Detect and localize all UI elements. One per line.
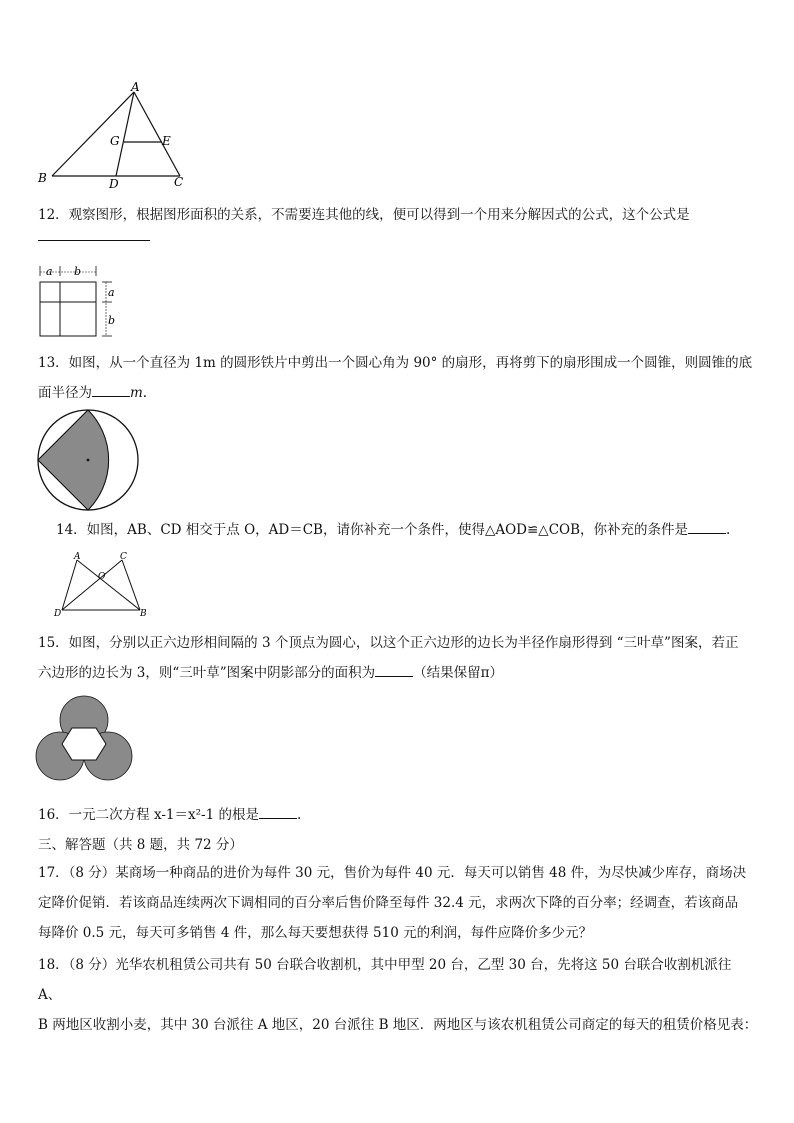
q13-line1: 13．如图，从一个直径为 1m 的圆形铁片中剪出一个圆心角为 90° 的扇形，再将剪下的扇形围成一个圆锥，则圆锥的底: [38, 355, 753, 371]
section-3-text: 三、解答题（共 8 题，共 72 分）: [38, 837, 243, 853]
q18-line1: 18．（8 分）光华农机租赁公司共有 50 台联合收割机，其中甲型 20 台，乙型 30 台，先将这 50 台联合收割机派往 A、: [38, 957, 732, 1003]
q16-pre: 16．一元二次方程 x-1＝x²-1 的根是: [38, 807, 259, 823]
cross-figure: [52, 550, 152, 620]
cross-O: O: [98, 572, 106, 582]
q13-answer-blank: [92, 382, 130, 397]
cross-A: A: [74, 552, 81, 562]
square-figure: [34, 264, 124, 340]
side-b: b: [108, 314, 116, 327]
cross-B: B: [140, 609, 147, 619]
question-18: [38, 950, 758, 1040]
cross-C: C: [120, 552, 127, 562]
q13-unit: m.: [130, 385, 148, 401]
clover-figure: [34, 694, 134, 786]
q15-line2-pre: 六边形的边长为 3，则“三叶草”图案中阴影部分的面积为: [38, 665, 376, 681]
label-E: E: [162, 134, 171, 148]
question-16: [38, 800, 758, 830]
q13-line2-pre: 面半径为: [38, 385, 92, 401]
q15-line2: [38, 658, 758, 688]
q15-line2-post: （结果保留π）: [413, 665, 504, 681]
top-a: a: [46, 265, 53, 278]
label-A: A: [131, 82, 140, 94]
q12-text: 12．观察图形，根据图形面积的关系，不需要连其他的线，便可以得到一个用来分解因式的公式，这个公式是: [38, 207, 690, 223]
q16-post: .: [296, 807, 302, 823]
label-C: C: [174, 175, 184, 189]
q13-line2: [38, 378, 758, 408]
q17-line1: 17．（8 分）某商场一种商品的进价为每件 30 元，售价为每件 40 元．每天可以销售 48 件，为尽快减少库存，商场决: [38, 865, 747, 881]
label-D: D: [109, 177, 119, 191]
q18-line2: B 两地区收割小麦，其中 30 台派往 A 地区，20 台派往 B 地区．两地区与该农机租赁公司商定的每天的租赁价格见表：: [38, 1017, 758, 1033]
top-b: b: [74, 265, 82, 278]
circle-sector-figure: [36, 408, 140, 512]
side-a: a: [108, 286, 115, 299]
section-3-title: [38, 830, 758, 860]
label-B: B: [38, 171, 47, 185]
label-G: G: [110, 134, 120, 148]
q14-pre: 14．如图，AB、CD 相交于点 O，AD＝CB，请你补充一个条件，使得△AOD≌△COB，你补充的条件是: [56, 522, 689, 538]
question-13: [38, 348, 758, 408]
cross-D: D: [54, 609, 62, 619]
q16-answer-blank: [259, 804, 297, 819]
q12-answer-blank: [38, 240, 150, 241]
q14-answer-blank: [688, 519, 726, 534]
triangle-figure: [34, 82, 194, 192]
question-12: [38, 200, 758, 230]
question-15: [38, 628, 758, 688]
q15-answer-blank: [375, 662, 413, 677]
q17-line2: 定降价促销．若该商品连续两次下调相同的百分率后售价降至每件 32.4 元，求两次下降的百分率；经调查，若该商品: [38, 895, 739, 911]
q14-post: .: [726, 522, 731, 538]
question-17: [38, 858, 758, 948]
q17-line3: 每降价 0.5 元，每天可多销售 4 件，那么每天要想获得 510 元的利润，每件应降价多少元？: [38, 925, 593, 941]
q15-line1: 15．如图，分别以正六边形相间隔的 3 个顶点为圆心，以这个正六边形的边长为半径作扇形得到 “三叶草”图案，若正: [38, 635, 739, 651]
question-14: [56, 515, 760, 545]
